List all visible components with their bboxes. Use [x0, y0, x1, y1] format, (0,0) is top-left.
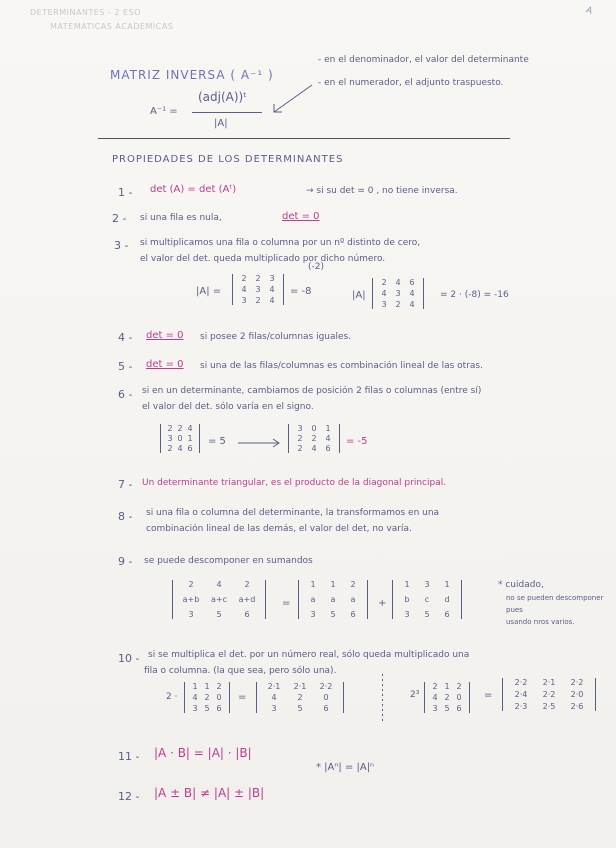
matrix-cell: 2: [244, 580, 250, 589]
matrix-cell: 3: [167, 434, 173, 443]
inverse-note2: - en el numerador, el adjunto traspuesto.: [318, 78, 504, 88]
equals-sign: =: [484, 690, 493, 701]
matrix-cell: 6: [444, 610, 450, 619]
section-divider: [98, 138, 510, 139]
faint-header-line2: MATEMATICAS ACADEMICAS: [50, 22, 174, 31]
matrix-cell: 2: [255, 296, 261, 305]
dotted-separator: [382, 674, 383, 722]
arrow-icon: [268, 82, 316, 118]
matrix-cell: c: [424, 595, 430, 604]
prop-5-highlight: det = 0: [146, 359, 184, 370]
matrix-cell: a: [330, 595, 336, 604]
prop-12-number: 12 -: [118, 790, 140, 803]
matrix-cell: 1: [404, 580, 410, 589]
matrix-cell: 5: [204, 704, 210, 713]
inverse-numerator: (adj(A))ᵗ: [198, 90, 247, 104]
matrix-cell: 1: [330, 580, 336, 589]
prop-10-line1: si se multiplica el det. por un número real, sólo queda multiplicado una: [148, 650, 470, 660]
matrix-cell: 4: [311, 444, 317, 453]
matrix-cell: 2: [188, 580, 194, 589]
matrix-cell: 6: [216, 704, 222, 713]
matrix-cell: 0: [456, 693, 462, 702]
prop-8-number: 8 -: [118, 510, 133, 523]
prop-6-line2: el valor del det. sólo varía en el signo.: [142, 402, 314, 412]
equals-sign: =: [238, 692, 247, 703]
prop-6-result-1: = 5: [208, 436, 226, 447]
matrix-cell: 2: [444, 693, 450, 702]
matrix-cell: 4: [216, 580, 222, 589]
matrix-cell: 1: [310, 580, 316, 589]
matrix-cell: 3: [310, 610, 316, 619]
prop-4-number: 4 -: [118, 331, 133, 344]
prop-3-matrix-1: [232, 274, 284, 305]
matrix-cell: 2: [350, 580, 356, 589]
matrix-cell: 2: [311, 434, 317, 443]
matrix-cell: 3: [241, 296, 247, 305]
prop-4-text: si posee 2 filas/columnas iguales.: [200, 332, 352, 342]
matrix-cell: 4: [432, 693, 438, 702]
matrix-cell: 2: [297, 693, 303, 702]
prop-9-matrix-1: [172, 580, 266, 619]
prop-3-line1: si multiplicamos una fila o columna por un nº distinto de cero,: [140, 238, 421, 248]
prop-2-highlight: det = 0: [282, 211, 320, 222]
arrow-icon: [236, 438, 282, 448]
prop-10-factor-1: 2 ·: [166, 692, 178, 702]
prop-3-factor: (-2): [308, 262, 324, 272]
matrix-cell: 2: [177, 424, 183, 433]
matrix-cell: a: [350, 595, 356, 604]
prop-9-matrix-2: [298, 580, 368, 619]
prop-3-lhs-2: |A|: [352, 290, 366, 301]
matrix-cell: 3: [404, 610, 410, 619]
matrix-cell: 2·1: [267, 682, 281, 691]
equals-sign: =: [282, 598, 291, 609]
prop-10-matrix-4: [502, 678, 596, 711]
matrix-cell: 3: [297, 424, 303, 433]
matrix-cell: 1: [192, 682, 198, 691]
matrix-cell: a: [310, 595, 316, 604]
prop-3-result-1: = -8: [290, 286, 312, 297]
prop-9-text: se puede descomponer en sumandos: [144, 556, 313, 566]
prop-9-note-2: no se pueden descomponer: [506, 594, 604, 602]
matrix-cell: 2: [167, 424, 173, 433]
matrix-cell: a+d: [238, 595, 256, 604]
matrix-cell: 5: [424, 610, 430, 619]
matrix-cell: 3: [188, 610, 194, 619]
prop-5-text: si una de las filas/columnas es combinación lineal de las otras.: [200, 361, 483, 371]
prop-9-note-1: * cuidado,: [498, 580, 544, 590]
prop-6-result-2: = -5: [346, 436, 368, 447]
matrix-cell: 3: [271, 704, 277, 713]
matrix-cell: 0: [177, 434, 183, 443]
prop-1-note: → si su det = 0 , no tiene inversa.: [306, 186, 458, 196]
matrix-cell: 4: [241, 285, 247, 294]
plus-sign: +: [378, 598, 387, 609]
prop-3-matrix-2: [372, 278, 424, 309]
prop-3-lhs: |A| =: [196, 286, 222, 297]
prop-7-number: 7 -: [118, 478, 133, 491]
prop-10-number: 10 -: [118, 652, 140, 665]
matrix-cell: 2: [167, 444, 173, 453]
matrix-cell: 3: [424, 580, 430, 589]
prop-11-note: * |Aⁿ| = |A|ⁿ: [316, 762, 375, 773]
matrix-cell: 3: [381, 300, 387, 309]
matrix-cell: 1: [325, 424, 331, 433]
matrix-cell: 2·2: [319, 682, 333, 691]
matrix-cell: b: [404, 595, 410, 604]
prop-9-note-4: usando nros varios.: [506, 618, 575, 626]
fraction-bar: [192, 112, 262, 113]
prop-6-number: 6 -: [118, 388, 133, 401]
matrix-cell: 2·2: [514, 678, 528, 687]
corner-mark: A: [584, 5, 594, 17]
matrix-cell: 3: [255, 285, 261, 294]
prop-10-factor-2: 2³: [410, 690, 420, 700]
matrix-cell: 1: [444, 682, 450, 691]
matrix-cell: 6: [244, 610, 250, 619]
matrix-cell: 4: [187, 424, 193, 433]
prop-3-number: 3 -: [114, 239, 129, 252]
prop-8-line1: si una fila o columna del determinante, la transformamos en una: [146, 508, 440, 518]
matrix-cell: a+c: [210, 595, 227, 604]
prop-11-text: |A · B| = |A| · |B|: [154, 746, 252, 760]
prop-9-number: 9 -: [118, 555, 133, 568]
matrix-cell: 3: [192, 704, 198, 713]
matrix-cell: 2: [241, 274, 247, 283]
matrix-cell: 3: [432, 704, 438, 713]
matrix-cell: 2: [297, 444, 303, 453]
matrix-cell: 2·4: [514, 690, 528, 699]
inverse-denominator: |A|: [214, 118, 228, 129]
inverse-note1: - en el denominador, el valor del determinante: [318, 55, 529, 65]
matrix-cell: 6: [350, 610, 356, 619]
matrix-cell: 6: [456, 704, 462, 713]
matrix-cell: 0: [311, 424, 317, 433]
matrix-cell: 1: [444, 580, 450, 589]
prop-3-result-2: = 2 · (-8) = -16: [440, 290, 509, 300]
matrix-cell: 4: [409, 289, 415, 298]
prop-6-matrix-1: [160, 424, 200, 453]
matrix-cell: 4: [269, 285, 275, 294]
matrix-cell: 2·2: [542, 690, 556, 699]
prop-3-line2: el valor del det. queda multiplicado por dicho número.: [140, 254, 386, 264]
matrix-cell: 2: [216, 682, 222, 691]
prop-8-line2: combinación lineal de las demás, el valor del det, no varía.: [146, 524, 412, 534]
matrix-cell: 2·2: [570, 678, 584, 687]
matrix-cell: 4: [409, 300, 415, 309]
matrix-cell: 2·3: [514, 702, 528, 711]
matrix-cell: 6: [187, 444, 193, 453]
section-title: PROPIEDADES DE LOS DETERMINANTES: [112, 154, 344, 165]
matrix-cell: 2·1: [293, 682, 307, 691]
prop-7-text: Un determinante triangular, es el producto de la diagonal principal.: [142, 478, 447, 488]
inverse-title: MATRIZ INVERSA ( A⁻¹ ): [110, 68, 274, 82]
matrix-cell: 3: [269, 274, 275, 283]
matrix-cell: 6: [323, 704, 329, 713]
prop-10-matrix-3: [424, 682, 470, 713]
matrix-cell: 2: [432, 682, 438, 691]
matrix-cell: a+b: [182, 595, 200, 604]
matrix-cell: 3: [395, 289, 401, 298]
matrix-cell: 6: [409, 278, 415, 287]
prop-12-text: |A ± B| ≠ |A| ± |B|: [154, 786, 265, 800]
matrix-cell: 0: [216, 693, 222, 702]
matrix-cell: 2: [297, 434, 303, 443]
matrix-cell: 2: [395, 300, 401, 309]
prop-6-line1: si en un determinante, cambiamos de posición 2 filas o columnas (entre sí): [142, 386, 482, 396]
matrix-cell: 1: [204, 682, 210, 691]
matrix-cell: 1: [187, 434, 193, 443]
matrix-cell: d: [444, 595, 450, 604]
matrix-cell: 4: [381, 289, 387, 298]
matrix-cell: 4: [395, 278, 401, 287]
prop-9-matrix-3: [392, 580, 462, 619]
matrix-cell: 2: [381, 278, 387, 287]
matrix-cell: 5: [216, 610, 222, 619]
prop-5-number: 5 -: [118, 360, 133, 373]
prop-2-text: si una fila es nula,: [140, 213, 222, 223]
prop-6-matrix-2: [288, 424, 340, 453]
matrix-cell: 6: [325, 444, 331, 453]
matrix-cell: 4: [269, 296, 275, 305]
prop-11-number: 11 -: [118, 750, 140, 763]
prop-9-note-3: pues: [506, 606, 523, 614]
matrix-cell: 0: [323, 693, 329, 702]
matrix-cell: 5: [444, 704, 450, 713]
prop-1-number: 1 -: [118, 186, 133, 199]
matrix-cell: 2·1: [542, 678, 556, 687]
matrix-cell: 2: [456, 682, 462, 691]
matrix-cell: 4: [177, 444, 183, 453]
matrix-cell: 4: [271, 693, 277, 702]
prop-10-line2: fila o columna. (la que sea, pero sólo una).: [144, 666, 337, 676]
prop-10-matrix-2: [256, 682, 344, 713]
faint-header-line1: DETERMINANTES - 2 ESO: [30, 8, 141, 17]
matrix-cell: 2: [204, 693, 210, 702]
matrix-cell: 4: [192, 693, 198, 702]
matrix-cell: 5: [297, 704, 303, 713]
matrix-cell: 2·0: [570, 690, 584, 699]
prop-4-highlight: det = 0: [146, 330, 184, 341]
inverse-lhs: A⁻¹ =: [150, 106, 178, 117]
prop-1-text: det (A) = det (Aᵗ): [150, 184, 237, 195]
prop-2-number: 2 -: [112, 212, 127, 225]
matrix-cell: 2: [255, 274, 261, 283]
matrix-cell: 4: [325, 434, 331, 443]
prop-10-matrix-1: [184, 682, 230, 713]
matrix-cell: 2·6: [570, 702, 584, 711]
matrix-cell: 2·5: [542, 702, 556, 711]
matrix-cell: 5: [330, 610, 336, 619]
